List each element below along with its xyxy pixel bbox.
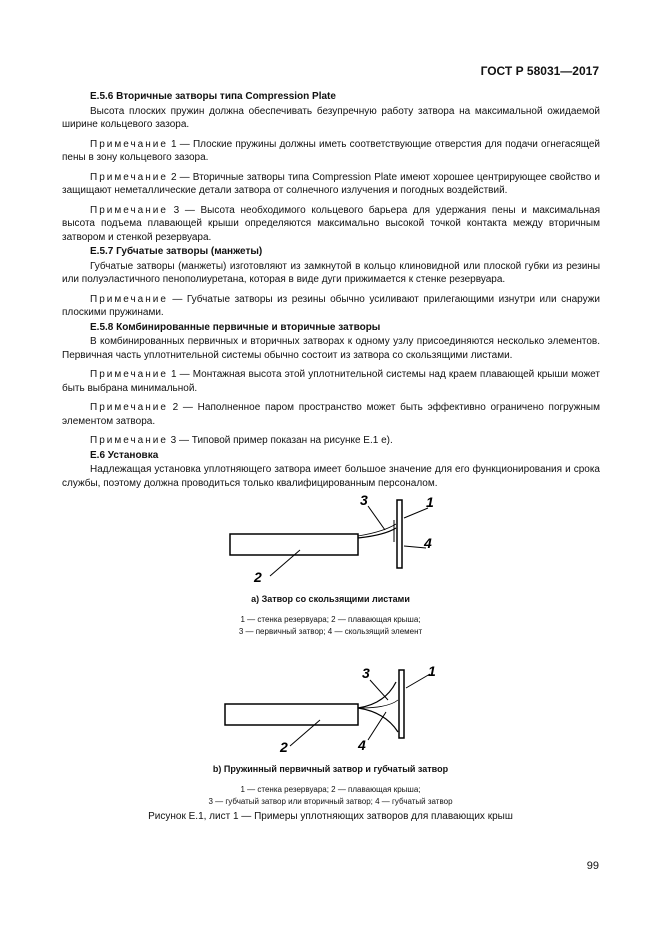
legend-b-line2: 3 — губчатый затвор или вторичный затвор; 4 — губчатый затвор [208,797,453,806]
tank-wall-b [399,670,404,738]
leader-1a [404,508,428,518]
label-3a: 3 [360,492,368,508]
note-text: 1 — Плоские пружины должны иметь соответствующие отверстия для подачи огнегасящей пены в зону кольцевого зазора. [62,138,600,163]
legend-a-line2: 3 — первичный затвор; 4 — скользящий элемент [238,627,423,636]
paragraph-e6: Надлежащая установка уплотняющего затвора имеет большое значение для его функционирования и срока службы, поэтому должна проводиться только квалифицированным персоналом. [62,464,600,489]
note-e58-3 [62,434,600,448]
figure-b-legend [0,784,661,808]
text-body [62,90,600,496]
note-e58-2 [62,401,600,428]
leader-1b [406,674,430,688]
figure-a-caption: a) Затвор со скользящими листами [251,594,410,604]
paragraph-e57: Губчатые затворы (манжеты) изготовляют из замкнутой в кольцо клиновидной или плоской губки из резины или полуэластичного пенополиуретана, которая в виде дуги прижимается к стенке резервуара. [62,260,600,285]
figure-b-drawing [0,660,661,760]
heading-e57: Е.5.7 Губчатые затворы (манжеты) [90,246,263,257]
document-header: ГОСТ Р 58031—2017 [480,64,599,78]
figure-a-drawing [0,490,661,590]
note-e56-1 [62,138,600,165]
note-text: 2 — Наполненное паром пространство может быть эффективно ограничено погружным элементом затвора. [62,402,600,427]
floating-roof-b [225,704,358,725]
figure-title: Рисунок Е.1, лист 1 — Примеры уплотняющих затворов для плавающих крыш [148,811,513,822]
legend-b-line1: 1 — стенка резервуара; 2 — плавающая крыша; [240,785,421,794]
page-number: 99 [586,860,599,872]
paragraph-e58: В комбинированных первичных и вторичных затворах к одному узлу присоединяются несколько элементов. Первичная часть уплотнительной системы обычно состоит из затвора со скользящими листами. [62,336,600,361]
figure-a-legend [0,614,661,638]
label-1b: 1 [428,663,436,679]
note-text: — Губчатые затворы из резины обычно усиливают прилегающими изнутри или снаружи плоскими пружинами. [62,293,600,318]
note-label: Примечание [90,369,168,380]
floating-roof-a [230,534,358,555]
note-label: Примечание [90,293,168,305]
tank-wall-a [397,500,402,568]
heading-e58: Е.5.8 Комбинированные первичные и вторичные затворы [90,321,381,333]
paragraph-e56: Высота плоских пружин должна обеспечивать безупречную работу затвора на максимальной ожидаемой ширине кольцевого зазора. [62,105,600,130]
label-2b: 2 [280,739,288,755]
note-label: Примечание [90,402,168,413]
note-label: Примечание [90,138,168,150]
label-4b: 4 [358,737,366,753]
note-text: 3 — Высота необходимого кольцевого барьера для удержания пены и максимальная высота подъема плавающей крыши определяются максимально высокой точкой контакта между вторичным затвором и стенкой резервуара. [62,204,600,243]
label-1a: 1 [426,494,434,510]
note-e57 [62,293,600,320]
note-e56-2 [62,171,600,198]
figure-b-caption: b) Пружинный первичный затвор и губчатый затвор [212,764,449,774]
primary-seal-a [358,528,396,538]
leader-4a [404,546,426,548]
note-label: Примечание [90,171,168,183]
label-3b: 3 [362,665,370,681]
note-label: Примечание [90,204,168,216]
leader-3a [368,506,385,530]
leader-4b [368,712,386,740]
heading-e6: Е.6 Установка [90,449,159,461]
note-text: 3 — Типовой пример показан на рисунке Е.1 е). [167,435,393,446]
note-e58-1 [62,368,600,395]
legend-a-line1: 1 — стенка резервуара; 2 — плавающая крыша; [240,615,421,624]
note-e56-3 [62,204,600,245]
heading-e56: Е.5.6 Вторичные затворы типа Compression Plate [90,91,336,102]
leader-3b [370,680,388,700]
note-label: Примечание [90,435,168,446]
note-text: 1 — Монтажная высота этой уплотнительной системы над краем плавающей крыши может быть выбрана минимальной. [62,369,600,394]
label-4a: 4 [424,535,432,551]
note-text: 2 — Вторичные затворы типа Compression Plate имеют хорошее центрирующее свойство и защищают неметаллические детали затвора от солнечного излучения и погодных воздействий. [62,171,600,196]
label-2a: 2 [254,569,262,585]
